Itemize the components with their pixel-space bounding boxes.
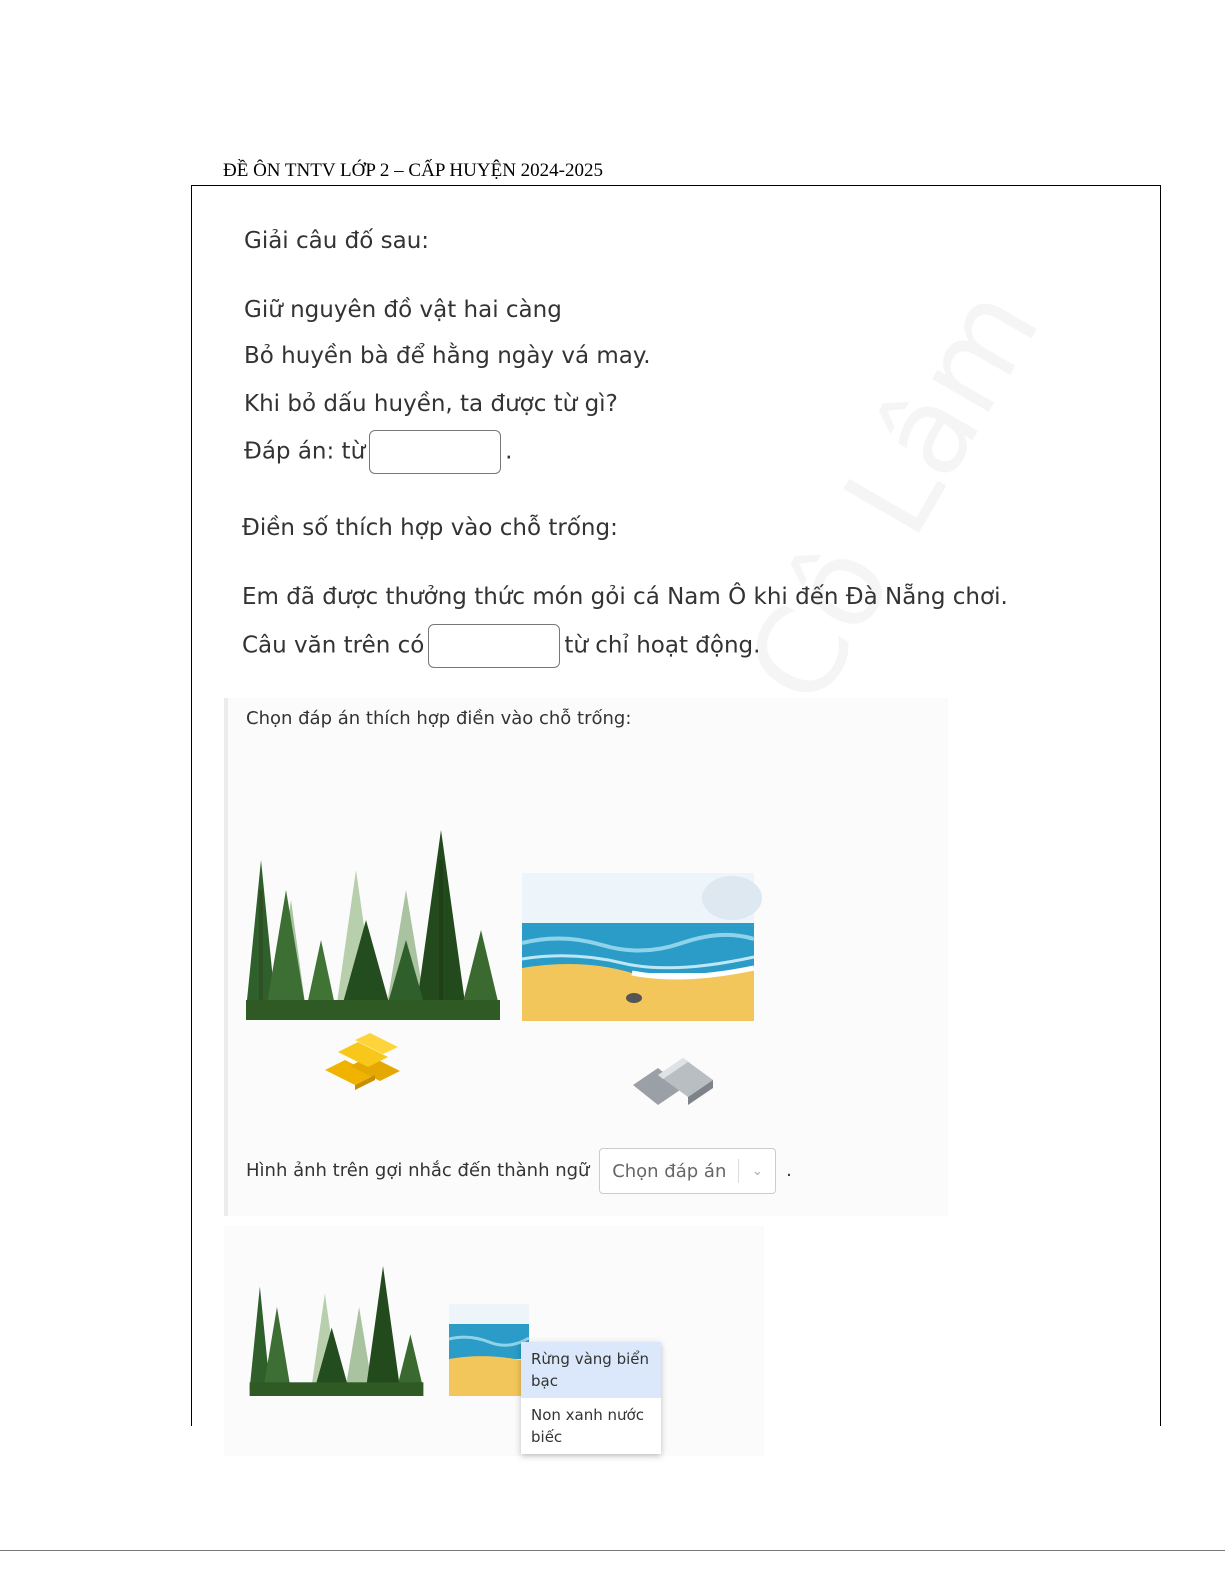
dropdown-option-2[interactable]: Non xanh nước biếc (531, 1406, 644, 1446)
q2-fill-suffix: từ chỉ hoạt động. (564, 632, 761, 659)
q1-answer-suffix: . (505, 438, 513, 465)
page-header: ĐỀ ÔN TNTV LỚP 2 – CẤP HUYỆN 2024-2025 (223, 160, 603, 181)
q3-sentence-suffix: . (786, 1160, 792, 1181)
dropdown-option-1[interactable]: Rừng vàng biển bạc (521, 1342, 661, 1398)
forest-image (246, 830, 500, 1020)
footer-rule (0, 1550, 1225, 1551)
q1-answer-prefix: Đáp án: từ (244, 438, 366, 465)
q2-prompt: Điền số thích hợp vào chỗ trống: (242, 515, 618, 541)
chevron-down-icon[interactable]: ⌄ (751, 1163, 763, 1179)
beach-image (522, 873, 754, 1021)
q1-prompt: Giải câu đố sau: (244, 228, 430, 254)
q3-sentence-prefix: Hình ảnh trên gợi nhắc đến thành ngữ (246, 1160, 590, 1181)
worksheet-frame (191, 185, 1161, 1446)
q2-sentence: Em đã được thưởng thức món gỏi cá Nam Ô khi đến Đà Nẵng chơi. (242, 584, 1008, 610)
q1-line2: Bỏ huyền bà để hằng ngày vá may. (244, 343, 651, 369)
beach-image-small (449, 1304, 529, 1396)
q2-fill-row (242, 624, 760, 668)
q1-answer-row (244, 430, 512, 474)
answer-select-placeholder: Chọn đáp án (612, 1160, 727, 1182)
answer-select[interactable] (599, 1148, 776, 1194)
q3-panel (224, 698, 948, 1216)
q3-title: Chọn đáp án thích hợp điền vào chỗ trống: (246, 708, 632, 729)
q1-line1: Giữ nguyên đồ vật hai càng (244, 297, 562, 323)
q3-answer-panel (224, 1226, 764, 1456)
q1-answer-input[interactable] (369, 430, 501, 474)
gold-bars-icon (320, 1030, 410, 1092)
answer-dropdown-menu (521, 1342, 661, 1454)
forest-image-small (239, 1266, 434, 1396)
q1-line3: Khi bỏ dấu huyền, ta được từ gì? (244, 391, 618, 417)
q2-fill-input[interactable] (428, 624, 560, 668)
silver-bars-icon (628, 1040, 718, 1110)
q2-fill-prefix: Câu văn trên có (242, 632, 425, 659)
q3-sentence (246, 1148, 792, 1194)
